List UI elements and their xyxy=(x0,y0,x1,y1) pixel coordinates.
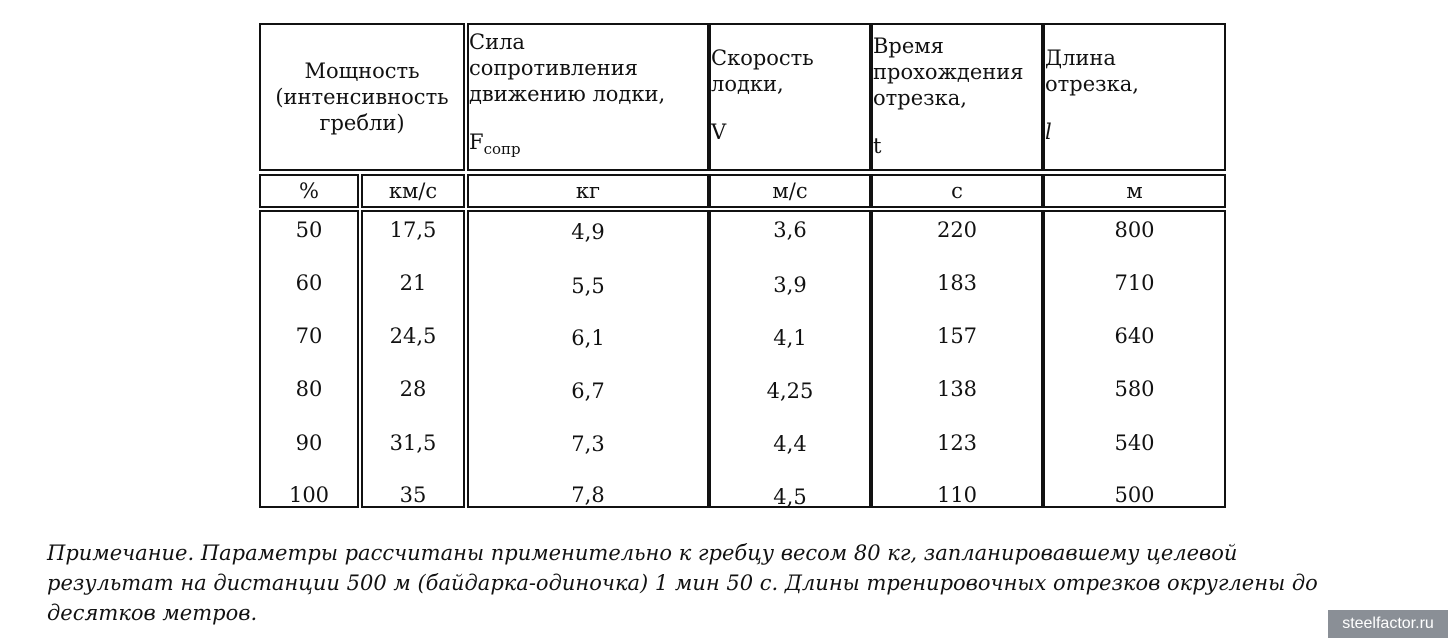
unit-m: м xyxy=(1043,174,1226,208)
force-subscript: сопр xyxy=(483,140,521,159)
table-cell: 540 xyxy=(1114,431,1155,455)
column-kms xyxy=(361,210,465,508)
header-speed-line2: лодки, xyxy=(711,72,784,96)
table-cell: 6,1 xyxy=(571,326,605,350)
table-cell: 138 xyxy=(936,377,978,401)
force-symbol: F xyxy=(469,130,484,154)
table-cell: 800 xyxy=(1114,218,1155,242)
table-note xyxy=(47,538,1417,628)
table-cell: 710 xyxy=(1114,271,1155,295)
column-ms xyxy=(709,210,871,508)
table-cell: 3,9 xyxy=(773,273,807,297)
header-force-line1: Сила xyxy=(469,30,525,54)
table-cell: 80 xyxy=(295,377,323,401)
header-force-line2: сопротивления xyxy=(469,56,638,80)
header-force-symbol xyxy=(469,129,521,162)
header-speed-line1: Скорость xyxy=(711,46,814,70)
header-time-line3: отрезка, xyxy=(873,86,967,110)
header-length-line1: Длина xyxy=(1045,46,1116,70)
table-cell: 3,6 xyxy=(773,218,807,242)
table-cell: 5,5 xyxy=(571,274,605,298)
table-cell: 580 xyxy=(1114,377,1155,401)
unit-kms: км/с xyxy=(361,174,465,208)
note-line-2: результат на дистанции 500 м (байдарка-одиночка) 1 мин 50 с. Длины тренировочных отрезков округлены до xyxy=(47,571,1318,595)
table-cell: 7,8 xyxy=(571,483,605,507)
unit-s: с xyxy=(871,174,1043,208)
header-time-line1: Время xyxy=(873,34,944,58)
header-time-symbol: t xyxy=(873,134,882,158)
table-cell: 70 xyxy=(295,324,323,348)
header-power-line1: Мощность xyxy=(304,59,420,83)
unit-ms: м/с xyxy=(709,174,871,208)
table-cell: 110 xyxy=(936,483,978,507)
table-cell: 21 xyxy=(399,271,427,295)
column-s xyxy=(871,210,1043,508)
header-force xyxy=(467,23,709,171)
table-cell: 220 xyxy=(936,218,978,242)
table-cell: 157 xyxy=(936,324,978,348)
table-cell: 4,25 xyxy=(766,379,814,403)
note-line-1: Примечание. Параметры рассчитаны применительно к гребцу весом 80 кг, запланировавшему целевой xyxy=(47,541,1238,565)
header-length xyxy=(1043,23,1226,171)
watermark: steelfactor.ru xyxy=(1328,610,1448,638)
header-power-line2: (интенсивность xyxy=(275,85,449,109)
note-line-3: десятков метров. xyxy=(47,601,258,625)
header-time-line2: прохождения xyxy=(873,60,1024,84)
table-cell: 6,7 xyxy=(571,379,605,403)
column-kg xyxy=(467,210,709,508)
table-cell: 17,5 xyxy=(389,218,437,242)
table-cell: 100 xyxy=(288,483,330,507)
table-cell: 35 xyxy=(399,483,427,507)
table-cell: 28 xyxy=(399,377,427,401)
table-cell: 183 xyxy=(936,271,978,295)
header-length-symbol: l xyxy=(1045,120,1052,144)
unit-percent: % xyxy=(259,174,359,208)
header-length-line2: отрезка, xyxy=(1045,72,1139,96)
table-cell: 90 xyxy=(295,431,323,455)
header-time xyxy=(871,23,1043,171)
table-cell: 4,1 xyxy=(773,326,807,350)
table-cell: 50 xyxy=(295,218,323,242)
table-cell: 24,5 xyxy=(389,324,437,348)
column-percent xyxy=(259,210,359,508)
table-cell: 60 xyxy=(295,271,323,295)
table-cell: 640 xyxy=(1114,324,1155,348)
table-cell: 123 xyxy=(936,431,978,455)
header-speed xyxy=(709,23,871,171)
table-cell: 4,9 xyxy=(571,220,605,244)
table-cell: 4,4 xyxy=(773,432,807,456)
header-power xyxy=(259,23,465,171)
header-speed-symbol: V xyxy=(711,120,727,144)
table-cell: 500 xyxy=(1114,483,1155,507)
unit-kg: кг xyxy=(467,174,709,208)
table-cell: 7,3 xyxy=(571,432,605,456)
column-m xyxy=(1043,210,1226,508)
table-cell: 4,5 xyxy=(773,485,807,509)
header-force-line3: движению лодки, xyxy=(469,82,666,106)
table-cell: 31,5 xyxy=(389,431,437,455)
header-power-line3: гребли) xyxy=(319,111,405,135)
